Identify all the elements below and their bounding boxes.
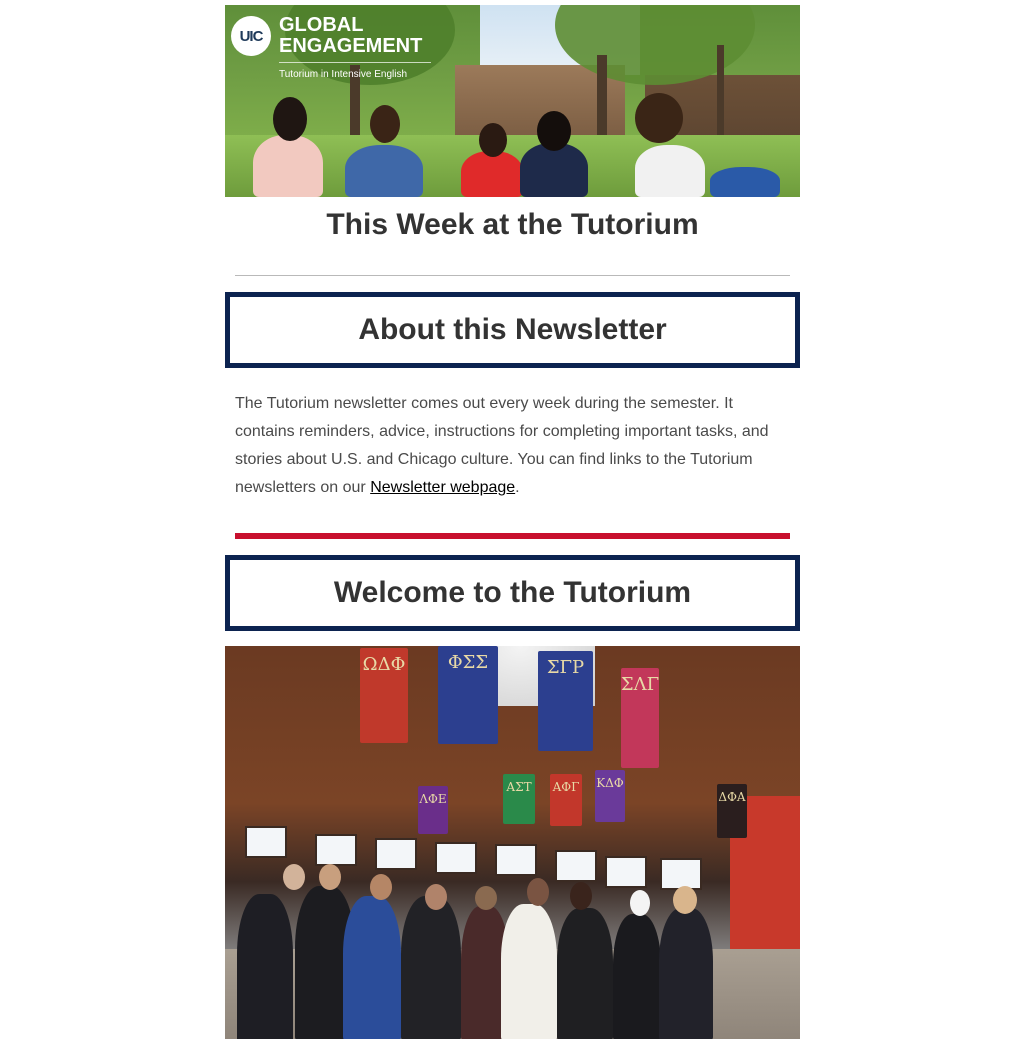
group-member bbox=[501, 904, 557, 1039]
about-body-end: . bbox=[515, 479, 520, 496]
group-member-head bbox=[527, 878, 549, 906]
greek-banner: ΑΣΤ bbox=[503, 774, 535, 824]
greek-banner: ΔΦΑ bbox=[717, 784, 747, 838]
window bbox=[495, 844, 537, 876]
window bbox=[660, 858, 702, 890]
window bbox=[245, 826, 287, 858]
welcome-group-photo bbox=[225, 646, 800, 1039]
student-head bbox=[635, 93, 683, 143]
greek-banner: ΦΣΣ bbox=[438, 646, 498, 744]
newsletter-title: This Week at the Tutorium bbox=[326, 208, 699, 241]
student bbox=[345, 145, 423, 197]
student-head bbox=[273, 97, 307, 141]
logo-subtitle: Tutorium in Intensive English bbox=[279, 69, 408, 80]
greek-banner: ΛΦΕ bbox=[418, 786, 448, 834]
group-member-head bbox=[475, 886, 497, 910]
greek-banner: ΩΔΦ bbox=[360, 648, 408, 743]
greek-banner: ΑΦΓ bbox=[550, 774, 582, 826]
group-member-head bbox=[673, 886, 697, 914]
greek-banner: ΚΔΦ bbox=[595, 770, 625, 822]
window bbox=[555, 850, 597, 882]
window bbox=[605, 856, 647, 888]
greek-banner: ΣΓΡ bbox=[538, 651, 593, 751]
group-member-head bbox=[319, 864, 341, 890]
group-member bbox=[237, 894, 293, 1039]
logo-divider bbox=[279, 62, 431, 63]
window bbox=[435, 842, 477, 874]
student-head bbox=[537, 111, 571, 151]
section-heading-welcome: Welcome to the Tutorium bbox=[225, 555, 800, 631]
student bbox=[520, 143, 588, 197]
group-member bbox=[613, 914, 661, 1039]
group-member-head bbox=[570, 882, 592, 910]
student-head bbox=[370, 105, 400, 143]
logo-line-engagement: ENGAGEMENT bbox=[279, 35, 423, 57]
group-member bbox=[401, 896, 461, 1039]
student bbox=[710, 167, 780, 197]
uic-logo bbox=[231, 15, 422, 57]
group-member bbox=[557, 908, 613, 1039]
window bbox=[375, 838, 417, 870]
student bbox=[461, 151, 523, 197]
section-divider-red bbox=[235, 533, 790, 539]
logo-line-global: GLOBAL bbox=[279, 14, 364, 36]
divider bbox=[235, 275, 790, 276]
section-heading-about: About this Newsletter bbox=[225, 292, 800, 368]
about-body-text: The Tutorium newsletter comes out every week during the semester. It contains reminders, advice, instructions for completing important tasks, and stories about U.S. and Chicago culture. You can find links to the Tutorium newsletters on our bbox=[235, 395, 769, 496]
newsletter-email bbox=[225, 5, 800, 1039]
window bbox=[315, 834, 357, 866]
student bbox=[635, 145, 705, 197]
group-member-head bbox=[370, 874, 392, 900]
newsletter-webpage-link[interactable]: Newsletter webpage bbox=[370, 479, 516, 496]
group-member bbox=[343, 896, 401, 1039]
group-member-head bbox=[283, 864, 305, 890]
logo-wordmark bbox=[279, 15, 422, 57]
student-head bbox=[479, 123, 507, 157]
header-banner-image bbox=[225, 5, 800, 197]
greek-banner: ΣΛΓ bbox=[621, 668, 659, 768]
group-member-head bbox=[425, 884, 447, 910]
student bbox=[253, 135, 323, 197]
uic-logo-mark: UIC bbox=[231, 16, 271, 56]
group-member bbox=[659, 908, 713, 1039]
group-member-head bbox=[630, 890, 650, 916]
about-paragraph bbox=[235, 390, 790, 502]
